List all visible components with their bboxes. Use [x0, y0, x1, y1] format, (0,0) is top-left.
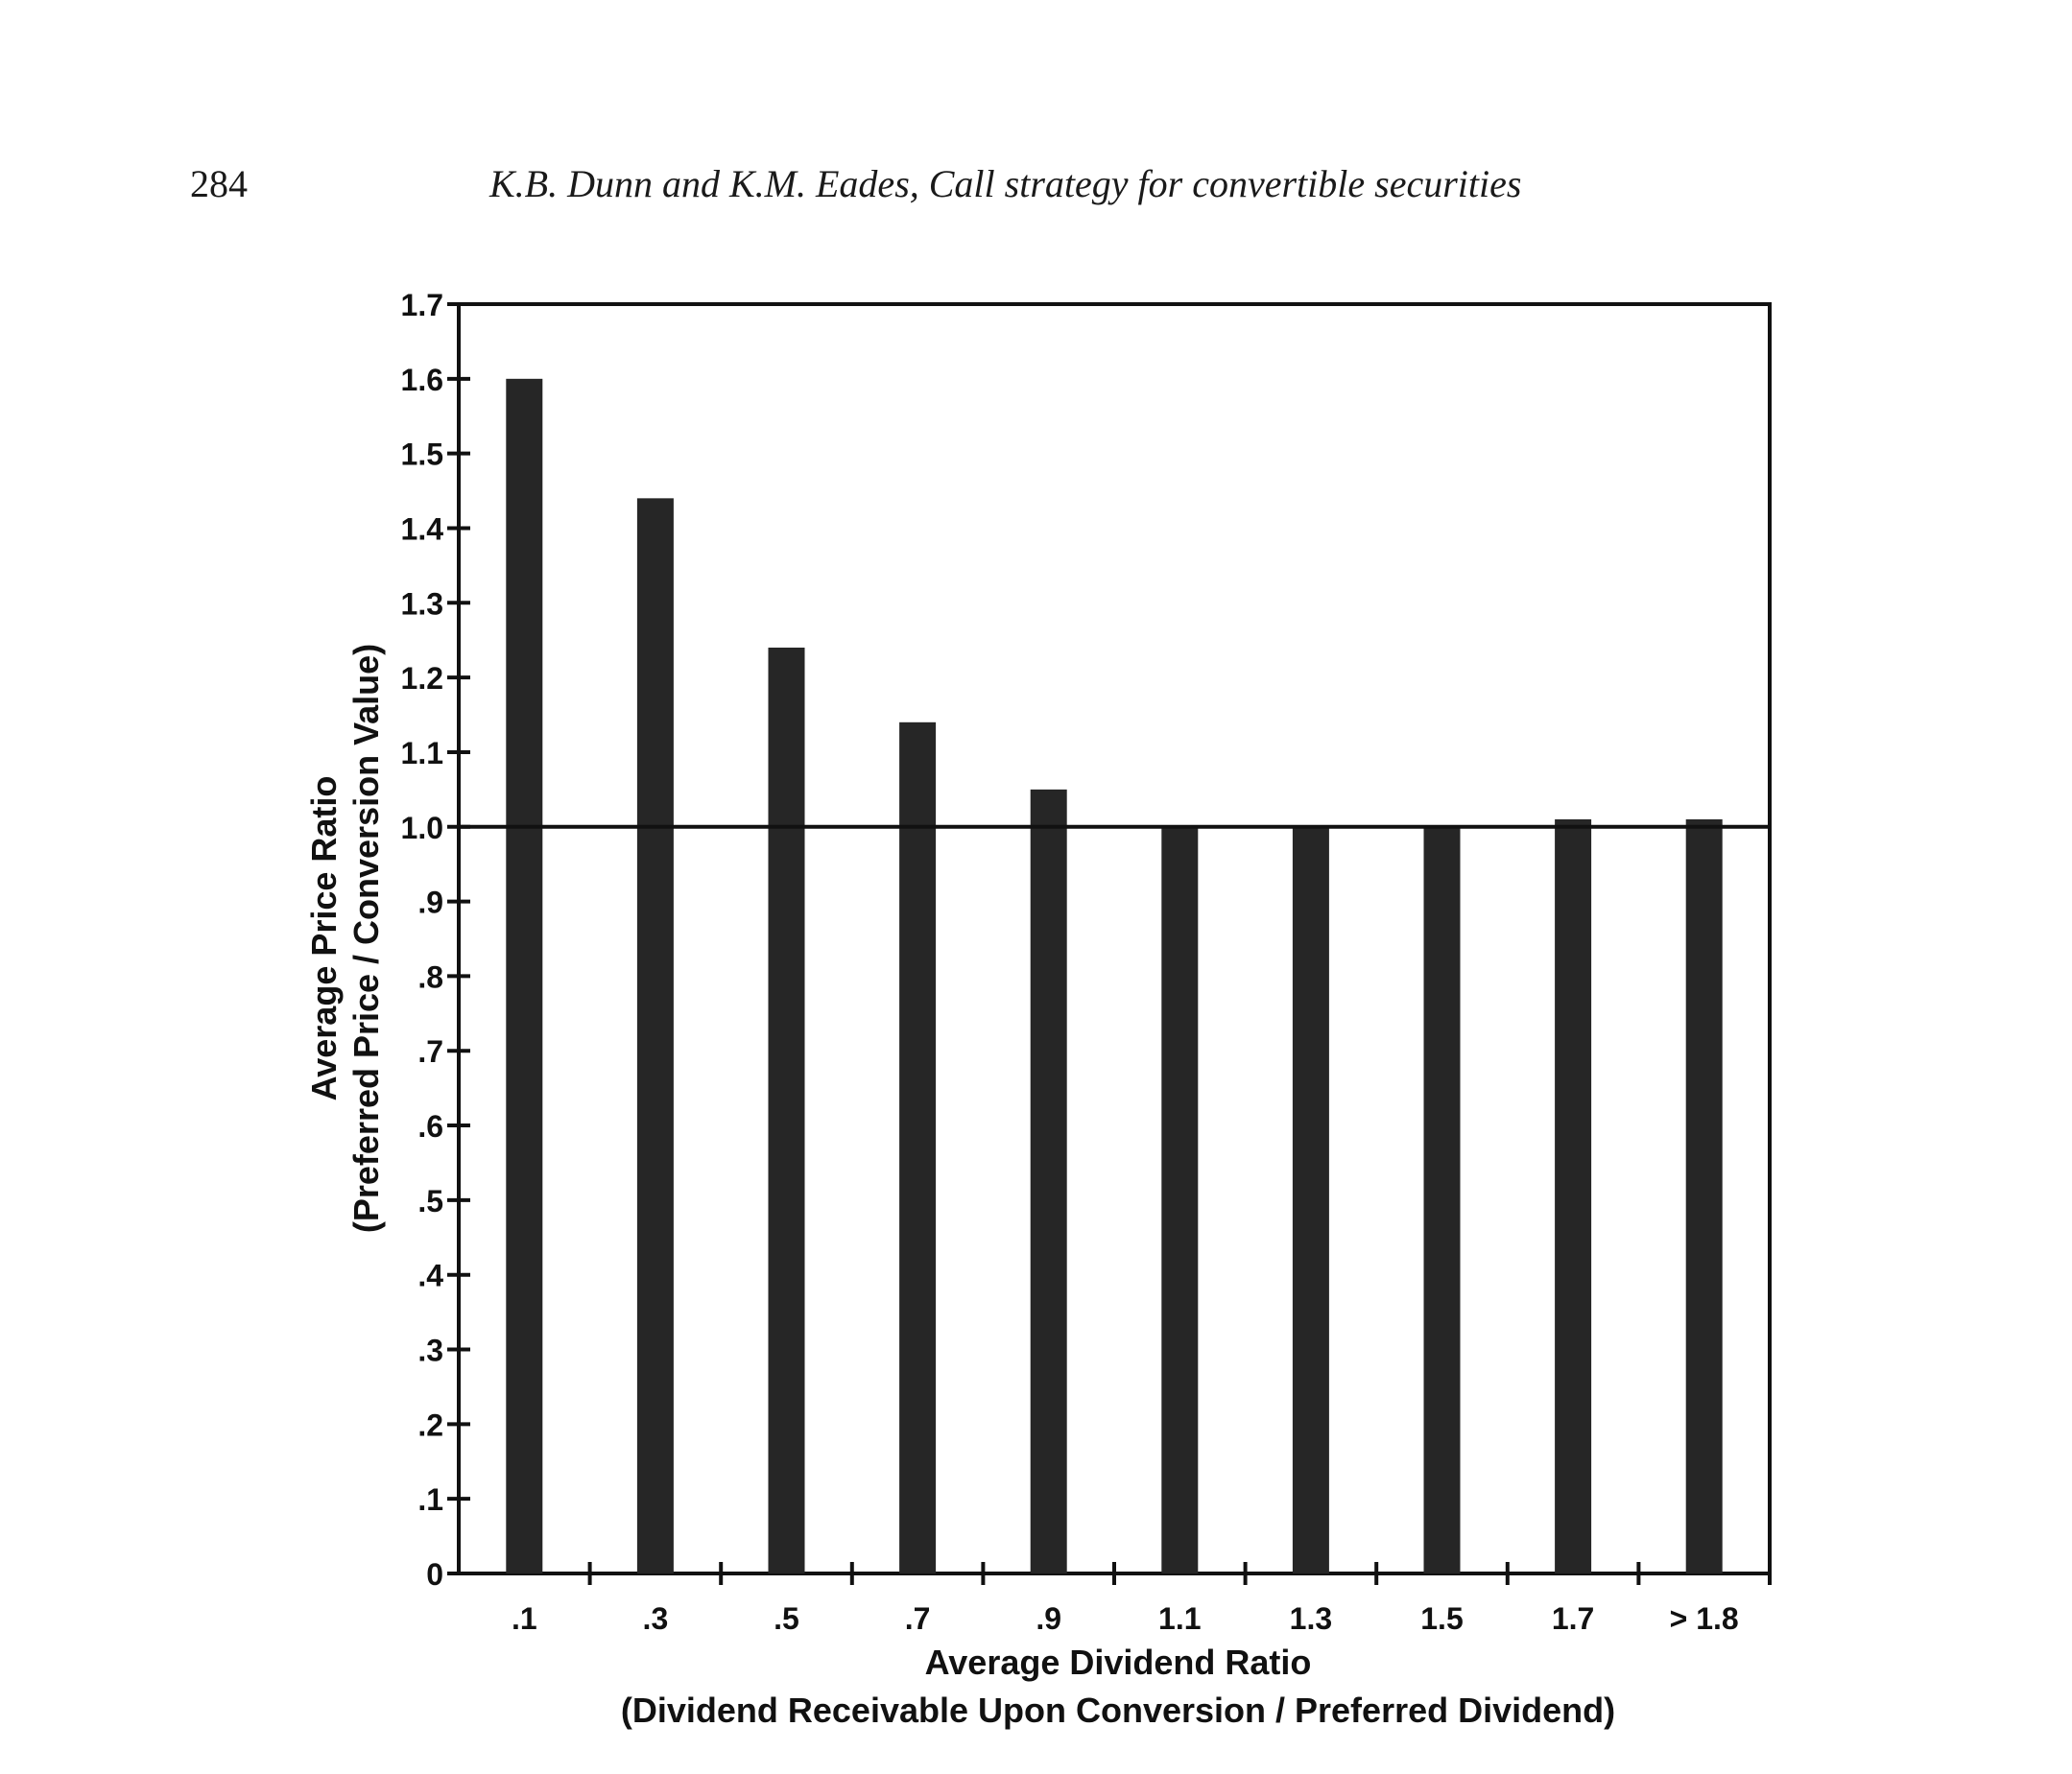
x-tick-label: 1.1: [1158, 1601, 1202, 1636]
y-tick-label: .3: [417, 1333, 443, 1368]
bar-7: [1424, 827, 1461, 1573]
y-tick-label: .4: [417, 1258, 443, 1293]
bar-0: [506, 379, 542, 1573]
x-axis-label: Average Dividend Ratio: [924, 1643, 1312, 1682]
x-tick-label: .9: [1036, 1601, 1062, 1636]
y-tick-label: .8: [417, 959, 443, 995]
x-tick-label: > 1.8: [1669, 1601, 1739, 1636]
x-tick-label: .7: [904, 1601, 931, 1636]
y-tick-label: 0: [426, 1557, 443, 1592]
y-tick-label: 1.5: [400, 437, 443, 472]
bar-3: [899, 722, 936, 1573]
y-tick-label: 1.2: [400, 661, 443, 697]
bar-2: [769, 648, 805, 1573]
bar-9: [1686, 819, 1723, 1573]
y-tick-label: .5: [417, 1183, 443, 1218]
bar-8: [1555, 819, 1591, 1573]
y-tick-label: 1.6: [400, 362, 443, 397]
page-number: 284: [190, 162, 248, 205]
running-head: K.B. Dunn and K.M. Eades, Call strategy for convertible securities: [489, 162, 1522, 205]
y-tick-label: .6: [417, 1109, 443, 1145]
x-tick-label: .1: [511, 1601, 537, 1636]
y-tick-label: 1.1: [400, 735, 443, 770]
y-tick-label: 1.4: [400, 511, 443, 547]
y-tick-label: .1: [417, 1482, 443, 1518]
bars-group: [506, 379, 1722, 1573]
x-tick-label: 1.5: [1420, 1601, 1464, 1636]
y-tick-label: 1.0: [400, 810, 443, 845]
x-axis-sublabel: (Dividend Receivable Upon Conversion / Preferred Dividend): [620, 1691, 1616, 1730]
bar-4: [1031, 790, 1067, 1573]
y-axis-label: Average Price Ratio: [304, 775, 344, 1101]
y-tick-label: .2: [417, 1407, 443, 1443]
x-tick-label: .3: [642, 1601, 669, 1636]
bar-6: [1293, 827, 1329, 1573]
y-tick-label: .7: [417, 1034, 443, 1070]
bar-5: [1161, 827, 1198, 1573]
y-tick-label: 1.3: [400, 586, 443, 622]
x-tick-label: .5: [774, 1601, 799, 1636]
x-tick-label: 1.3: [1289, 1601, 1333, 1636]
y-tick-label: 1.7: [400, 288, 443, 322]
y-axis-sublabel: (Preferred Price / Conversion Value): [346, 643, 386, 1234]
y-tick-label: .9: [417, 885, 443, 920]
x-tick-label: 1.7: [1551, 1601, 1595, 1636]
bar-1: [637, 498, 674, 1573]
